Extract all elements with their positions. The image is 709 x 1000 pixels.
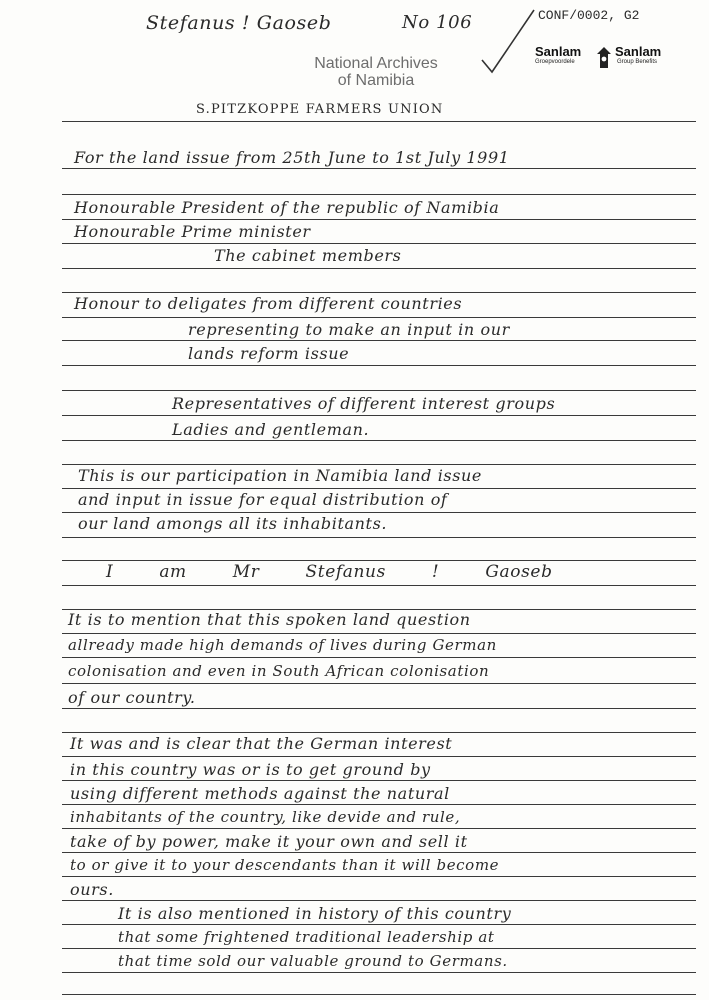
ruled-line bbox=[62, 268, 696, 269]
ruled-line bbox=[62, 194, 696, 195]
text-line: It is also mentioned in history of this country bbox=[118, 904, 512, 923]
text-line: lands reform issue bbox=[188, 344, 350, 363]
text-line: of our country. bbox=[68, 688, 196, 707]
sanlam-emblem-icon bbox=[595, 46, 613, 70]
logo-sub-left: Groepvoordele bbox=[535, 59, 575, 65]
text-line: It is to mention that this spoken land question bbox=[68, 610, 471, 629]
text-line: It was and is clear that the German interest bbox=[70, 734, 453, 753]
text-line: take of by power, make it your own and sell it bbox=[70, 832, 468, 851]
logo-word-right: Sanlam bbox=[615, 44, 662, 59]
sanlam-logo bbox=[535, 44, 675, 72]
ruled-line bbox=[62, 657, 696, 658]
text-line: colonisation and even in South African colonisation bbox=[68, 662, 490, 680]
ruled-line bbox=[62, 121, 696, 122]
ruled-line bbox=[62, 948, 696, 949]
text-line: Honourable President of the republic of Namibia bbox=[74, 198, 500, 217]
text-line: Ladies and gentleman. bbox=[172, 420, 370, 439]
text-line: in this country was or is to get ground by bbox=[70, 760, 431, 779]
ruled-line bbox=[62, 512, 696, 513]
text-line: and input in issue for equal distribution of bbox=[78, 490, 448, 509]
ruled-line bbox=[62, 780, 696, 781]
author-name: Stefanus ! Gaoseb bbox=[146, 12, 332, 34]
text-line: representing to make an input in our bbox=[188, 320, 510, 339]
ruled-line bbox=[62, 390, 696, 391]
text-line: to or give it to your descendants than it will become bbox=[70, 856, 500, 874]
ruled-line bbox=[62, 994, 696, 995]
text-line: that some frightened traditional leadership at bbox=[118, 928, 495, 946]
ruled-line bbox=[62, 756, 696, 757]
ruled-line bbox=[62, 876, 696, 877]
ruled-line bbox=[62, 560, 696, 561]
ruled-line bbox=[62, 488, 696, 489]
ruled-line bbox=[62, 708, 696, 709]
text-line: For the land issue from 25th June to 1st July 1991 bbox=[74, 148, 510, 167]
text-line: ours. bbox=[70, 880, 114, 899]
logo-sub-right: Group Benefits bbox=[617, 59, 658, 65]
ruled-line bbox=[62, 585, 696, 586]
text-line: our land amongs all its inhabitants. bbox=[78, 514, 388, 533]
stamp-line-2: of Namibia bbox=[337, 72, 415, 89]
union-title: S.PITZKOPPE FARMERS UNION bbox=[196, 102, 444, 117]
ruled-line bbox=[62, 292, 696, 293]
archive-reference: CONF/0002, G2 bbox=[538, 8, 640, 23]
ruled-line bbox=[62, 243, 696, 244]
archive-stamp bbox=[296, 55, 456, 89]
text-line: using different methods against the natural bbox=[70, 784, 450, 803]
ruled-line bbox=[62, 972, 696, 973]
ruled-line bbox=[62, 464, 696, 465]
ruled-line bbox=[62, 340, 696, 341]
text-line: Representatives of different interest groups bbox=[172, 394, 556, 413]
ruled-line bbox=[62, 219, 696, 220]
ruled-line bbox=[62, 924, 696, 925]
ruled-line bbox=[62, 633, 696, 634]
ruled-line bbox=[62, 168, 696, 169]
ruled-line bbox=[62, 317, 696, 318]
text-line: inhabitants of the country, like devide and rule, bbox=[70, 808, 461, 826]
text-line: The cabinet members bbox=[214, 246, 402, 265]
ruled-line bbox=[62, 365, 696, 366]
stamp-line-1: National Archives bbox=[314, 55, 438, 72]
text-line: that time sold our valuable ground to Germans. bbox=[118, 952, 508, 970]
ruled-line bbox=[62, 415, 696, 416]
ruled-line bbox=[62, 683, 696, 684]
logo-word-left: Sanlam bbox=[535, 44, 582, 59]
ruled-line bbox=[62, 537, 696, 538]
ruled-line bbox=[62, 900, 696, 901]
text-line: Honourable Prime minister bbox=[74, 222, 311, 241]
ruled-line bbox=[62, 804, 696, 805]
ruled-line bbox=[62, 440, 696, 441]
ruled-line bbox=[62, 828, 696, 829]
text-line: This is our participation in Namibia land issue bbox=[78, 466, 483, 485]
ruled-line bbox=[62, 852, 696, 853]
text-line: allready made high demands of lives during German bbox=[68, 636, 497, 654]
text-line: I am Mr Stefanus ! Gaoseb bbox=[106, 562, 553, 582]
ruled-line bbox=[62, 732, 696, 733]
document-number: No 106 bbox=[402, 12, 473, 33]
tick-mark-icon bbox=[478, 8, 538, 74]
text-line: Honour to deligates from different countries bbox=[74, 294, 463, 313]
